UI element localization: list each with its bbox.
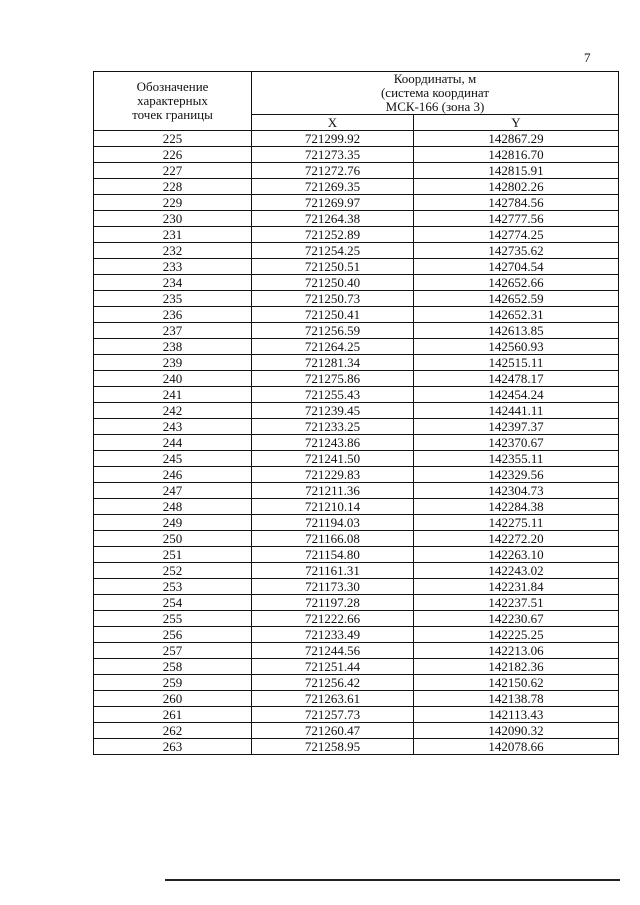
x-cell: 721251.44: [252, 659, 414, 675]
point-cell: 246: [94, 467, 252, 483]
y-cell: 142397.37: [414, 419, 619, 435]
table-row: [94, 291, 619, 307]
table-row: [94, 435, 619, 451]
x-cell: 721194.03: [252, 515, 414, 531]
point-cell: 244: [94, 435, 252, 451]
point-cell: 262: [94, 723, 252, 739]
y-cell: 142652.59: [414, 291, 619, 307]
y-cell: 142213.06: [414, 643, 619, 659]
table-body: [94, 131, 619, 755]
table-row: [94, 147, 619, 163]
point-cell: 226: [94, 147, 252, 163]
x-cell: 721154.80: [252, 547, 414, 563]
page-number: 7: [584, 50, 591, 65]
header-coords-line: МСК-166 (зона 3): [385, 99, 485, 114]
point-cell: 263: [94, 739, 252, 755]
table-row: [94, 355, 619, 371]
table-row: [94, 243, 619, 259]
header-point-line: точек границы: [132, 107, 213, 122]
x-cell: 721264.25: [252, 339, 414, 355]
point-cell: 247: [94, 483, 252, 499]
x-cell: 721233.49: [252, 627, 414, 643]
point-cell: 256: [94, 627, 252, 643]
table-row: [94, 515, 619, 531]
table-row: [94, 723, 619, 739]
point-cell: 260: [94, 691, 252, 707]
y-cell: 142777.56: [414, 211, 619, 227]
y-cell: 142231.84: [414, 579, 619, 595]
header-coords-line: Координаты, м: [393, 71, 477, 86]
table-row: [94, 387, 619, 403]
y-cell: 142454.24: [414, 387, 619, 403]
x-cell: 721211.36: [252, 483, 414, 499]
point-cell: 261: [94, 707, 252, 723]
table-row: [94, 499, 619, 515]
point-cell: 232: [94, 243, 252, 259]
x-cell: 721275.86: [252, 371, 414, 387]
y-cell: 142275.11: [414, 515, 619, 531]
table-row: [94, 691, 619, 707]
x-cell: 721161.31: [252, 563, 414, 579]
y-cell: 142230.67: [414, 611, 619, 627]
x-cell: 721166.08: [252, 531, 414, 547]
y-cell: 142784.56: [414, 195, 619, 211]
y-cell: 142113.43: [414, 707, 619, 723]
point-cell: 237: [94, 323, 252, 339]
x-cell: 721243.86: [252, 435, 414, 451]
point-cell: 241: [94, 387, 252, 403]
point-cell: 258: [94, 659, 252, 675]
table-row: [94, 467, 619, 483]
y-cell: 142441.11: [414, 403, 619, 419]
point-cell: 245: [94, 451, 252, 467]
table-row: [94, 675, 619, 691]
y-cell: 142704.54: [414, 259, 619, 275]
point-cell: 228: [94, 179, 252, 195]
table-row: [94, 627, 619, 643]
y-cell: 142237.51: [414, 595, 619, 611]
y-cell: 142613.85: [414, 323, 619, 339]
point-cell: 231: [94, 227, 252, 243]
y-cell: 142284.38: [414, 499, 619, 515]
footer-divider: [165, 879, 620, 881]
y-cell: 142560.93: [414, 339, 619, 355]
x-cell: 721257.73: [252, 707, 414, 723]
x-cell: 721250.73: [252, 291, 414, 307]
y-cell: 142774.25: [414, 227, 619, 243]
y-cell: 142150.62: [414, 675, 619, 691]
x-cell: 721260.47: [252, 723, 414, 739]
point-cell: 249: [94, 515, 252, 531]
table-row: [94, 163, 619, 179]
x-cell: 721173.30: [252, 579, 414, 595]
point-cell: 227: [94, 163, 252, 179]
y-cell: 142867.29: [414, 131, 619, 147]
table-row: [94, 643, 619, 659]
y-cell: 142225.25: [414, 627, 619, 643]
table-row: [94, 339, 619, 355]
table-row: [94, 371, 619, 387]
point-cell: 251: [94, 547, 252, 563]
y-cell: 142182.36: [414, 659, 619, 675]
point-cell: 234: [94, 275, 252, 291]
y-cell: 142329.56: [414, 467, 619, 483]
point-cell: 253: [94, 579, 252, 595]
header-coordinates: [252, 72, 619, 115]
point-cell: 243: [94, 419, 252, 435]
point-cell: 239: [94, 355, 252, 371]
table-row: [94, 451, 619, 467]
point-cell: 254: [94, 595, 252, 611]
x-cell: 721252.89: [252, 227, 414, 243]
x-cell: 721263.61: [252, 691, 414, 707]
y-cell: 142370.67: [414, 435, 619, 451]
x-cell: 721269.97: [252, 195, 414, 211]
table-row: [94, 227, 619, 243]
point-cell: 238: [94, 339, 252, 355]
point-cell: 252: [94, 563, 252, 579]
table-row: [94, 739, 619, 755]
y-cell: 142263.10: [414, 547, 619, 563]
y-cell: 142078.66: [414, 739, 619, 755]
table-row: [94, 563, 619, 579]
y-cell: 142138.78: [414, 691, 619, 707]
table-header: [94, 72, 619, 131]
x-cell: 721250.40: [252, 275, 414, 291]
table-row: [94, 547, 619, 563]
x-cell: 721241.50: [252, 451, 414, 467]
table-row: [94, 259, 619, 275]
point-cell: 233: [94, 259, 252, 275]
y-cell: 142090.32: [414, 723, 619, 739]
header-point-designation: [94, 72, 252, 131]
table-row: [94, 611, 619, 627]
point-cell: 255: [94, 611, 252, 627]
table-row: [94, 275, 619, 291]
point-cell: 225: [94, 131, 252, 147]
header-x: X: [252, 115, 414, 131]
point-cell: 250: [94, 531, 252, 547]
header-point-line: Обозначение: [136, 79, 209, 94]
x-cell: 721264.38: [252, 211, 414, 227]
x-cell: 721254.25: [252, 243, 414, 259]
point-cell: 259: [94, 675, 252, 691]
table-row: [94, 595, 619, 611]
point-cell: 229: [94, 195, 252, 211]
header-coords-line: (система координат: [380, 85, 490, 100]
y-cell: 142515.11: [414, 355, 619, 371]
y-cell: 142815.91: [414, 163, 619, 179]
table-row: [94, 307, 619, 323]
y-cell: 142816.70: [414, 147, 619, 163]
x-cell: 721255.43: [252, 387, 414, 403]
y-cell: 142735.62: [414, 243, 619, 259]
point-cell: 248: [94, 499, 252, 515]
x-cell: 721281.34: [252, 355, 414, 371]
y-cell: 142478.17: [414, 371, 619, 387]
point-cell: 242: [94, 403, 252, 419]
x-cell: 721233.25: [252, 419, 414, 435]
y-cell: 142652.66: [414, 275, 619, 291]
table-row: [94, 579, 619, 595]
x-cell: 721256.42: [252, 675, 414, 691]
point-cell: 257: [94, 643, 252, 659]
table-row: [94, 211, 619, 227]
table-row: [94, 195, 619, 211]
x-cell: 721273.35: [252, 147, 414, 163]
table-row: [94, 323, 619, 339]
y-cell: 142243.02: [414, 563, 619, 579]
header-y: Y: [414, 115, 619, 131]
x-cell: 721250.51: [252, 259, 414, 275]
x-cell: 721210.14: [252, 499, 414, 515]
x-cell: 721272.76: [252, 163, 414, 179]
point-cell: 230: [94, 211, 252, 227]
y-cell: 142802.26: [414, 179, 619, 195]
table-row: [94, 659, 619, 675]
point-cell: 236: [94, 307, 252, 323]
x-cell: 721229.83: [252, 467, 414, 483]
x-cell: 721269.35: [252, 179, 414, 195]
table-row: [94, 483, 619, 499]
x-cell: 721222.66: [252, 611, 414, 627]
y-cell: 142355.11: [414, 451, 619, 467]
x-cell: 721197.28: [252, 595, 414, 611]
x-cell: 721239.45: [252, 403, 414, 419]
table-row: [94, 419, 619, 435]
x-cell: 721256.59: [252, 323, 414, 339]
header-point-line: характерных: [137, 93, 208, 108]
y-cell: 142272.20: [414, 531, 619, 547]
y-cell: 142304.73: [414, 483, 619, 499]
point-cell: 235: [94, 291, 252, 307]
x-cell: 721258.95: [252, 739, 414, 755]
table-row: [94, 531, 619, 547]
table-row: [94, 131, 619, 147]
y-cell: 142652.31: [414, 307, 619, 323]
table-row: [94, 403, 619, 419]
x-cell: 721299.92: [252, 131, 414, 147]
x-cell: 721250.41: [252, 307, 414, 323]
point-cell: 240: [94, 371, 252, 387]
table-row: [94, 179, 619, 195]
table-row: [94, 707, 619, 723]
coordinates-table: [93, 71, 619, 755]
x-cell: 721244.56: [252, 643, 414, 659]
